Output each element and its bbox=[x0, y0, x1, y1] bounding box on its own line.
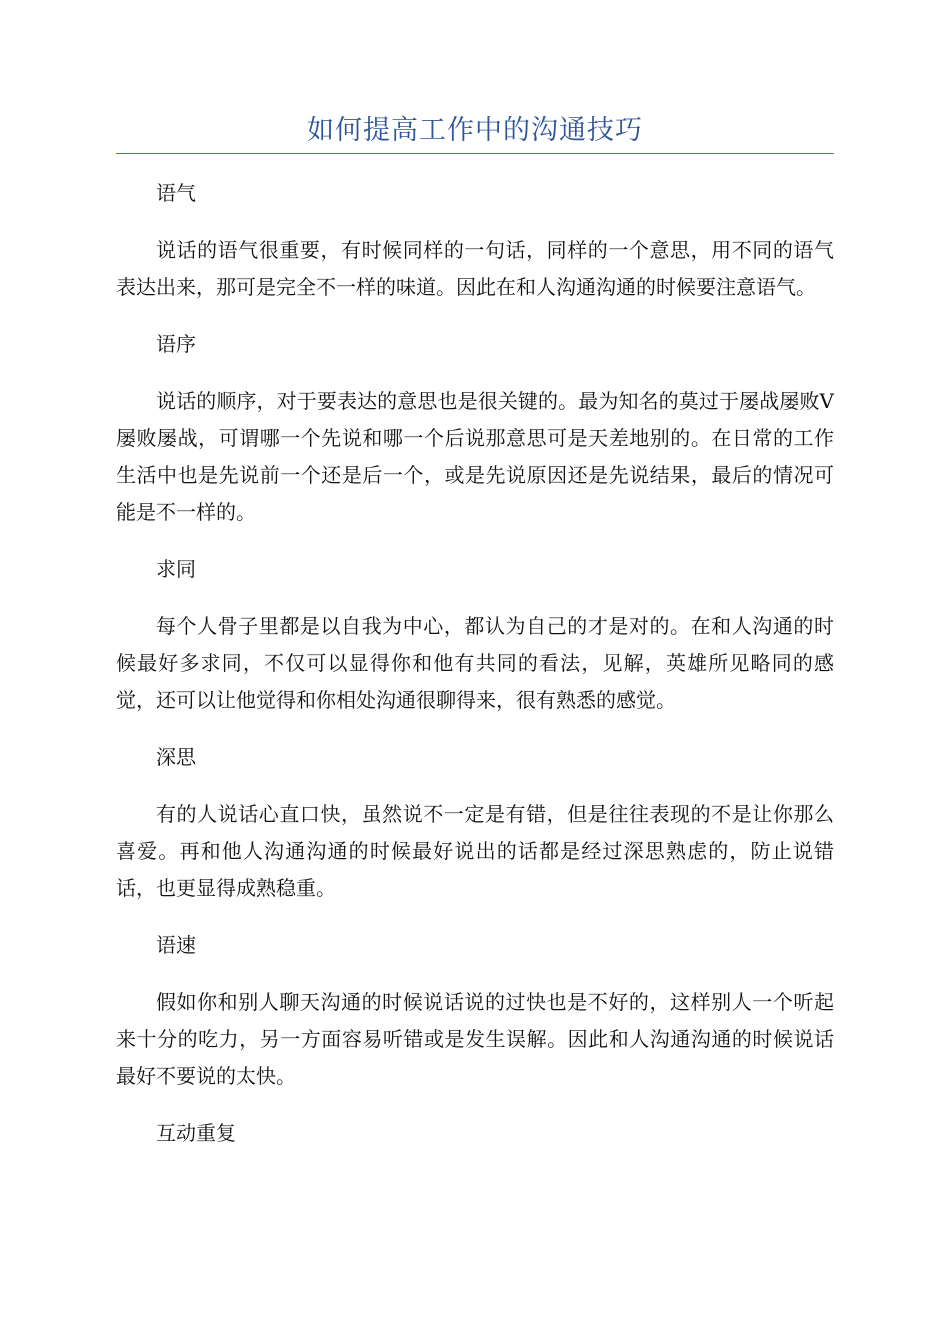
document-body bbox=[116, 175, 834, 1172]
section-heading-common-ground: 求同 bbox=[156, 557, 196, 581]
section-heading-order: 语序 bbox=[156, 332, 196, 356]
section-heading-speed: 语速 bbox=[156, 933, 196, 957]
section-body-common-ground: 每个人骨子里都是以自我为中心，都认为自己的才是对的。在和人沟通的时候最好多求同，不仅可以显得你和他有共同的看法，见解，英雄所见略同的感觉，还可以让他觉得和你相处沟通很聊得来，很有熟悉的感觉。 bbox=[116, 614, 834, 712]
section-body-tone: 说话的语气很重要，有时候同样的一句话，同样的一个意思，用不同的语气表达出来，那可是完全不一样的味道。因此在和人沟通沟通的时候要注意语气。 bbox=[116, 238, 834, 299]
section-heading-tone: 语气 bbox=[156, 181, 196, 205]
section-heading-interaction: 互动重复 bbox=[156, 1121, 236, 1145]
section-body-order: 说话的顺序，对于要表达的意思也是很关键的。最为知名的莫过于屡战屡败V屡败屡战，可谓哪一个先说和哪一个后说那意思可是天差地别的。在日常的工作生活中也是先说前一个还是后一个，或是先说原因还是先说结果，最后的情况可能是不一样的。 bbox=[116, 389, 834, 524]
section-body-speed: 假如你和别人聊天沟通的时候说话说的过快也是不好的，这样别人一个听起来十分的吃力，另一方面容易听错或是发生误解。因此和人沟通沟通的时候说话最好不要说的太快。 bbox=[116, 990, 834, 1088]
section-body-deliberation: 有的人说话心直口快，虽然说不一定是有错，但是往往表现的不是让你那么喜爱。再和他人沟通沟通的时候最好说出的话都是经过深思熟虑的，防止说错话，也更显得成熟稳重。 bbox=[116, 802, 834, 900]
title-underline bbox=[116, 153, 834, 154]
section-heading-deliberation: 深思 bbox=[156, 745, 196, 769]
document-title: 如何提高工作中的沟通技巧 bbox=[307, 115, 643, 146]
